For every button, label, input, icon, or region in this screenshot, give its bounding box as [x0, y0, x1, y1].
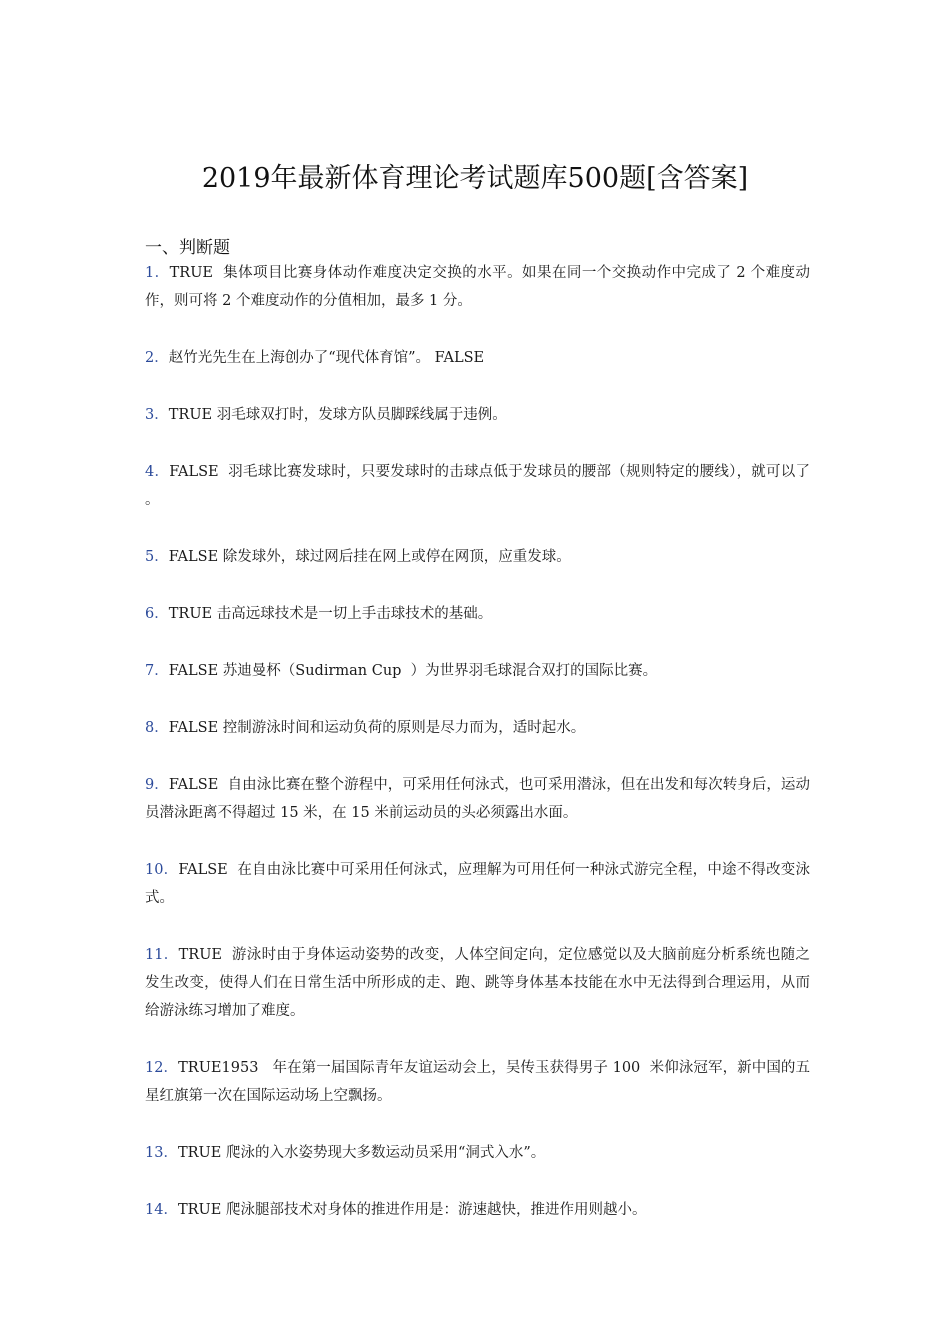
question-number: 2． — [145, 350, 169, 366]
question-text: TRUE 爬泳的入水姿势现大多数运动员采用“洞式入水”。 — [177, 1145, 546, 1161]
question-text: TRUE 羽毛球双打时，发球方队员脚踩线属于违例。 — [168, 407, 507, 423]
question-item — [145, 714, 810, 742]
question-item — [145, 941, 810, 1025]
section-heading: 一、判断题 — [145, 238, 230, 258]
question-item — [145, 771, 810, 827]
question-item — [145, 1054, 810, 1110]
question-item — [145, 856, 810, 912]
question-text: TRUE 爬泳腿部技术对身体的推进作用是：游速越快，推进作用则越小。 — [177, 1202, 647, 1218]
question-item — [145, 401, 810, 429]
question-text: 赵竹光先生在上海创办了“现代体育馆”。 FALSE — [168, 350, 485, 366]
question-text: FALSE 在自由泳比赛中可采用任何泳式，应理解为可用任何一种泳式游完全程，中途不得改变泳式。 — [145, 862, 810, 906]
question-text: FALSE 自由泳比赛在整个游程中，可采用任何泳式，也可采用潜泳，但在出发和每次转身后，运动员潜泳距离不得超过 15 米，在 15 米前运动员的头必须露出水面。 — [145, 777, 810, 821]
question-item — [145, 259, 810, 315]
question-item — [145, 1196, 810, 1224]
question-list — [145, 259, 815, 1253]
question-text: FALSE 除发球外，球过网后挂在网上或停在网顶，应重发球。 — [168, 549, 571, 565]
question-item — [145, 657, 810, 685]
question-text: FALSE 控制游泳时间和运动负荷的原则是尽力而为，适时起水。 — [168, 720, 586, 736]
question-text: TRUE 集体项目比赛身体动作难度决定交换的水平。如果在同一个交换动作中完成了 2 个难度动作，则可将 2 个难度动作的分值相加，最多 1 分。 — [145, 265, 810, 309]
question-number: 8． — [145, 720, 169, 736]
question-text: TRUE1953 年在第一届国际青年友谊运动会上，吴传玉获得男子 100 米仰泳冠军，新中国的五星红旗第一次在国际运动场上空飘扬。 — [145, 1060, 811, 1104]
question-number: 14． — [145, 1202, 178, 1218]
question-number: 5． — [145, 549, 169, 565]
question-item — [145, 344, 810, 372]
question-number: 13． — [145, 1145, 178, 1161]
question-text: TRUE 击高远球技术是一切上手击球技术的基础。 — [168, 606, 493, 622]
question-number: 11． — [145, 947, 179, 963]
question-item — [145, 600, 810, 628]
question-item — [145, 458, 815, 514]
question-number: 9． — [145, 777, 169, 793]
question-number: 10． — [145, 862, 179, 878]
question-number: 6． — [145, 606, 169, 622]
question-text: TRUE 游泳时由于身体运动姿势的改变，人体空间定向，定位感觉以及大脑前庭分析系统也随之发生改变，使得人们在日常生活中所形成的走、跑、跳等身体基本技能在水中无法得到合理运用，从而给游泳练习增加了难度。 — [145, 947, 811, 1019]
question-text: FALSE 羽毛球比赛发球时，只要发球时的击球点低于发球员的腰部（规则特定的腰线），就可以了 。 — [145, 464, 815, 508]
question-number: 1． — [145, 265, 170, 281]
question-text: FALSE 苏迪曼杯（Sudirman Cup ）为世界羽毛球混合双打的国际比赛。 — [168, 663, 658, 679]
question-number: 7． — [145, 663, 169, 679]
question-number: 4． — [145, 464, 170, 480]
question-item — [145, 1139, 810, 1167]
document-title: 2019年最新体育理论考试题库500题[含答案] — [201, 163, 749, 194]
question-number: 12． — [145, 1060, 179, 1076]
question-item — [145, 543, 810, 571]
question-number: 3． — [145, 407, 169, 423]
